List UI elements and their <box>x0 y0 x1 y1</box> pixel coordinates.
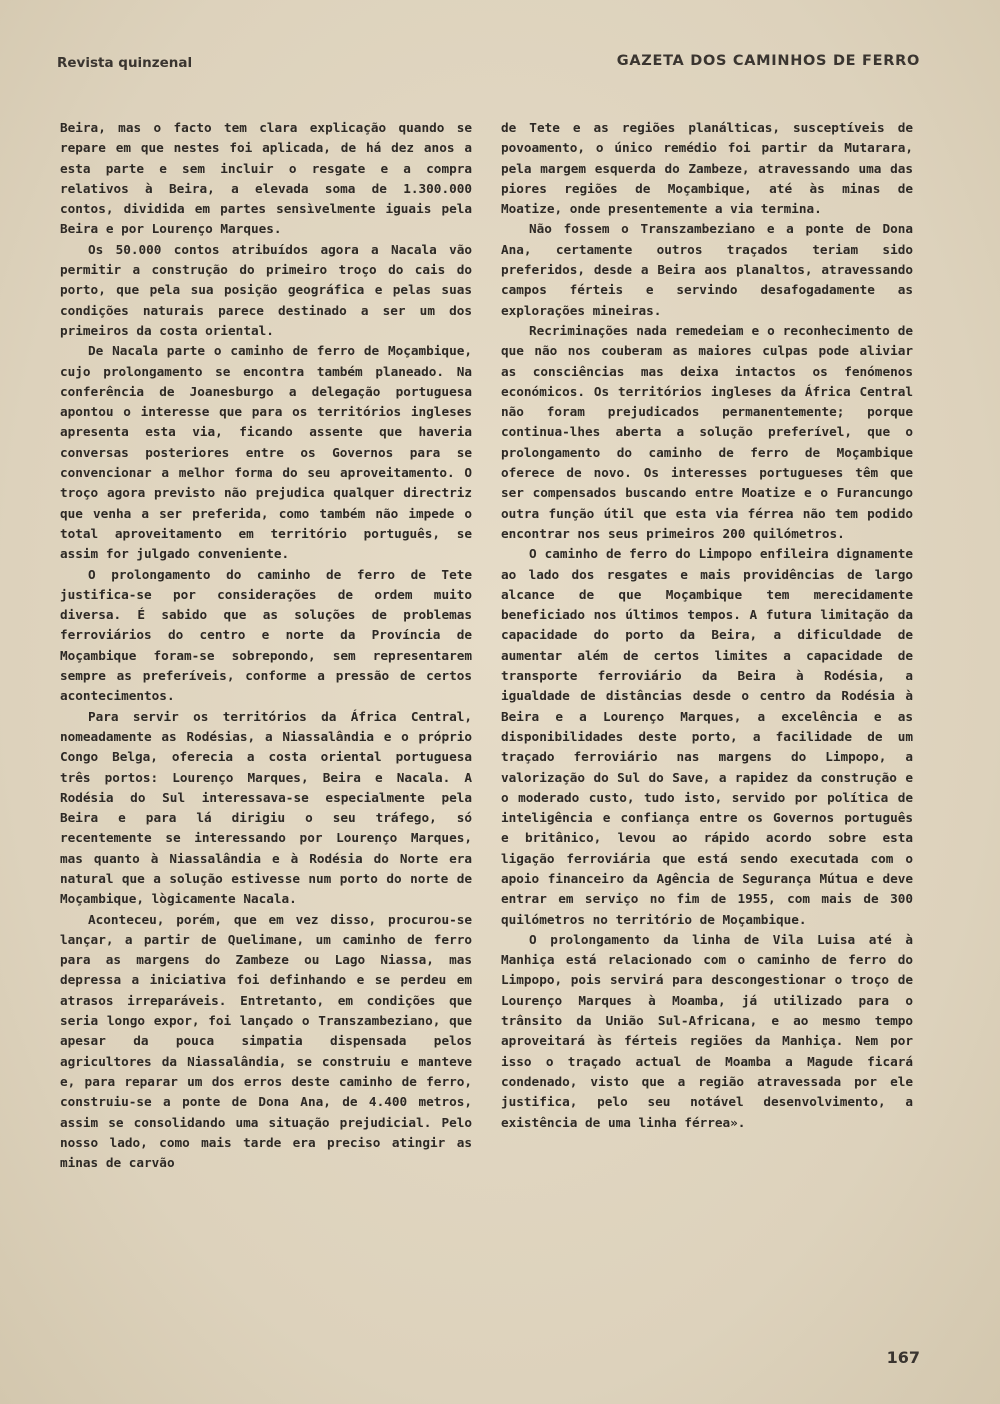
page-number: 167 <box>886 1348 920 1367</box>
running-header-right: GAZETA DOS CAMINHOS DE FERRO <box>616 53 920 69</box>
paragraph: O prolongamento da linha de Vila Luisa até à Manhiça está relacionado com o caminho de ferro do Limpopo, pois servirá para descongestionar o troço de Lourenço Marques à Moamba, já utilizado para o trânsito da União Sul-Africana, e ao mesmo tempo aproveitará às férteis regiões da Manhiça. Nem por isso o traçado actual de Moamba a Magude ficará condenado, visto que a região atravessada por ele justifica, pelo seu notável desenvolvimento, a existência de uma linha férrea». <box>501 931 913 1130</box>
paragraph: Não fossem o Transzambeziano e a ponte de Dona Ana, certamente outros traçados teriam sido preferidos, desde a Beira aos planaltos, atravessando campos férteis e servindo desafogadamente as explorações mineiras. <box>501 221 913 318</box>
paragraph: De Nacala parte o caminho de ferro de Moçambique, cujo prolongamento se encontra também planeado. Na conferência de Joanesburgo a delegação portuguesa apontou o interesse que para os territórios ingleses apresenta esta via, ficando assente que haveria conversas posteriores entre os Governos para se convencionar a melhor forma do seu aproveitamento. O troço agora previsto não prejudica qualquer directriz que venha a ser preferida, como também não impede o total aproveitamento em território português, se assim for julgado conveniente. <box>60 343 472 562</box>
paragraph: Aconteceu, porém, que em vez disso, procurou-se lançar, a partir de Quelimane, um caminho de ferro para as margens do Zambeze ou Lago Niassa, mas depressa a iniciativa foi definhando e se perdeu em atrasos irreparáveis. Entretanto, em condições que seria longo expor, foi lançado o Transzambeziano, que apesar da pouca simpatia dispensada pelos agricultores da Niassalândia, se construiu e manteve e, para reparar um dos erros deste caminho de ferro, construiu-se a ponte de Dona Ana, de 4.400 metros, assim se consolidando uma situação prejudicial. Pelo nosso lado, como mais tarde era preciso atingir as minas de carvão <box>60 911 472 1171</box>
paragraph: Os 50.000 contos atribuídos agora a Nacala vão permitir a construção do primeiro troço do cais do porto, que pela sua posição geográfica e pelas suas condições naturais parece destinado a ser um dos primeiros da costa oriental. <box>60 241 472 338</box>
paragraph: de Tete e as regiões planálticas, susceptíveis de povoamento, o único remédio foi partir da Mutarara, pela margem esquerda do Zambeze, atravessando uma das piores regiões de Moçambique, até às minas de Moatize, onde presentemente a via termina. <box>501 120 913 217</box>
right-column <box>501 118 913 1133</box>
left-column <box>60 118 472 1173</box>
running-header-left: Revista quinzenal <box>57 55 193 71</box>
paragraph: O caminho de ferro do Limpopo enfileira dignamente ao lado dos resgates e mais providências de largo alcance de que Moçambique tem merecidamente beneficiado nos últimos tempos. A futura limitação da capacidade do porto da Beira, a dificuldade de aumentar além de certos limites a capacidade de transporte ferroviário da Beira à Rodésia, a igualdade de distâncias desde o centro da Rodésia à Beira e a Lourenço Marques, a excelência e as disponibilidades deste porto, a facilidade de um traçado ferroviário nas margens do Limpopo, a valorização do Sul do Save, a rapidez da construção e o moderado custo, tudo isto, servido por política de inteligência e confiança entre os Governos português e britânico, levou ao rápido acordo sobre esta ligação ferroviária que está sendo executada com o apoio financeiro da Agência de Segurança Mútua e deve entrar em serviço no fim de 1955, com mais de 300 quilómetros no território de Moçambique. <box>501 546 913 927</box>
paragraph: O prolongamento do caminho de ferro de Tete justifica-se por considerações de ordem muito diversa. É sabido que as soluções de problemas ferroviários do centro e norte da Província de Moçambique foram-se sobrepondo, sem representarem sempre as preferíveis, conforme a pressão de certos acontecimentos. <box>60 566 472 704</box>
paragraph: Para servir os territórios da África Central, nomeadamente as Rodésias, a Niassalândia e o próprio Congo Belga, oferecia a costa oriental portuguesa três portos: Lourenço Marques, Beira e Nacala. A Rodésia do Sul interessava-se especialmente pela Beira e para lá dirigiu o seu tráfego, só recentemente se interessando por Lourenço Marques, mas quanto à Niassalândia e à Rodésia do Norte era natural que a solução estivesse num porto do norte de Moçambique, lògicamente Nacala. <box>60 708 472 907</box>
paragraph: Beira, mas o facto tem clara explicação quando se repare em que nestes foi aplicada, de há dez anos a esta parte e sem incluir o resgate e a compra relativos à Beira, a elevada soma de 1.300.000 contos, dividida em partes sensìvelmente iguais pela Beira e por Lourenço Marques. <box>60 120 472 237</box>
paragraph: Recriminações nada remedeiam e o reconhecimento de que não nos couberam as maiores culpas pode aliviar as consciências mas deixa intactos os fenómenos económicos. Os territórios ingleses da África Central não foram prejudicados permanentemente; porque continua-lhes aberta a solução preferível, que o prolongamento do caminho de ferro de Moçambique oferece de novo. Os interesses portugueses têm que ser compensados buscando entre Moatize e o Furancungo outra função útil que esta via férrea não tem podido encontrar nos seus primeiros 200 quilómetros. <box>501 322 913 541</box>
